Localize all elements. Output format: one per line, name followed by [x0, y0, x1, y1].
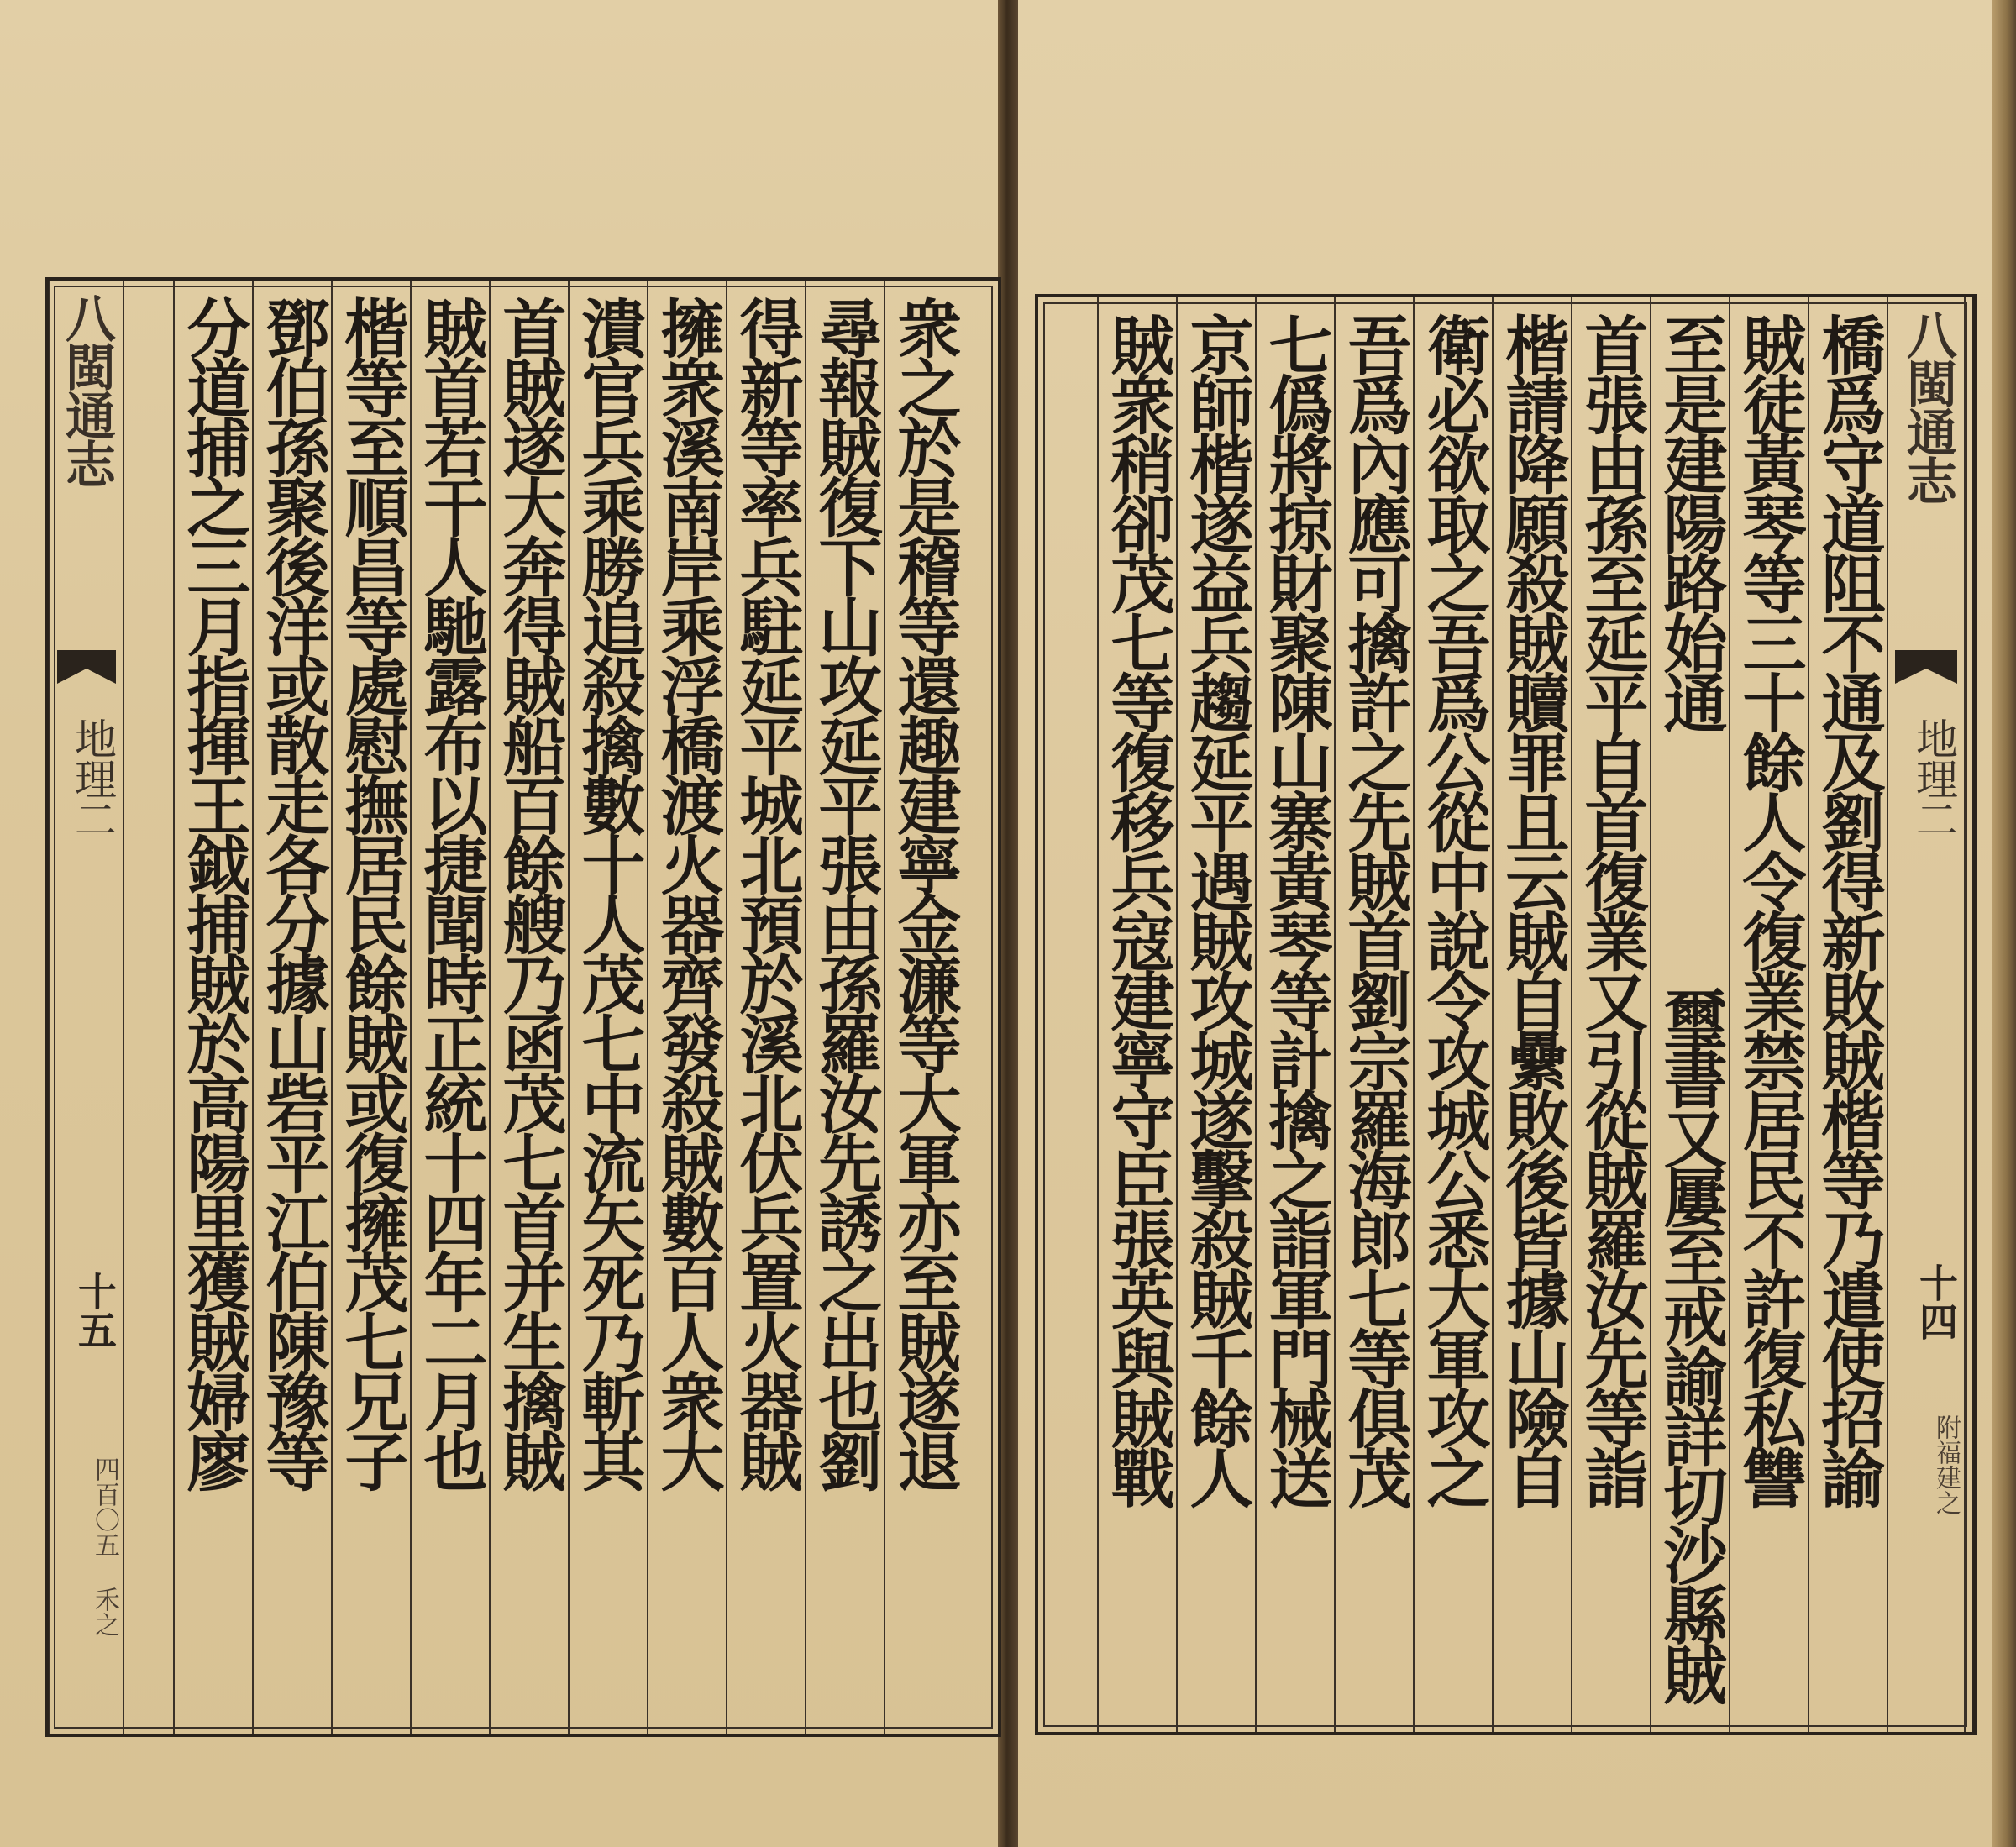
left-column-7	[410, 281, 489, 1734]
right-column-7-text: 吾爲內應可擒許之先賊首劉宗羅海郎七等俱茂	[1337, 312, 1412, 1505]
right-column-4	[1571, 297, 1650, 1732]
right-text-block	[1035, 294, 1977, 1735]
right-column-9	[1176, 297, 1255, 1732]
left-column-2	[805, 281, 884, 1734]
left-column-6	[489, 281, 568, 1734]
left-heart-folio: 十五	[72, 1272, 118, 1349]
right-heart-section: 地理二	[1909, 717, 1958, 838]
left-column-8	[331, 281, 410, 1734]
right-column-6-text: 衛必欲取之吾爲公從中說令攻城公悉大軍攻之	[1416, 312, 1491, 1505]
left-heart-column	[49, 281, 124, 1734]
right-column-3	[1650, 297, 1729, 1732]
right-column-8	[1255, 297, 1334, 1732]
right-column-5	[1492, 297, 1571, 1732]
left-column-2-text: 尋報賊復下山攻延平張由孫羅汝先誘之出也劉	[808, 296, 883, 1488]
left-column-10-text: 分道捕之三月指揮王鉞捕賊於高陽里獲賊婦廖	[176, 296, 251, 1488]
left-column-1-text: 衆之於是稽等還趣建寧金濂等大軍亦至賊遂退	[887, 296, 962, 1488]
left-column-7-text: 賊首若干人馳露布以捷聞時正統十四年二月也	[413, 296, 488, 1488]
right-heart-title: 八閩通志	[1898, 309, 1957, 504]
right-column-10	[1097, 297, 1176, 1732]
left-column-10	[173, 281, 252, 1734]
left-column-1	[884, 281, 963, 1734]
right-column-2	[1729, 297, 1808, 1732]
right-heart-column	[1887, 297, 1966, 1732]
left-fish-tail-mark	[57, 650, 116, 684]
left-column-3-text: 得新等率兵駐延平城北預於溪北伏兵置火器賊	[729, 296, 804, 1488]
right-column-5-text: 楷請降願殺賊贖罪且云賊自纍敗後皆據山險自	[1495, 312, 1570, 1505]
left-column-4-text: 擁衆溪南岸乘浮橋渡火器齊發殺賊數百人衆大	[650, 296, 725, 1488]
left-column-9-text: 鄧伯孫聚後洋或散走各分據山砦平江伯陳豫等	[255, 296, 330, 1488]
left-column-5	[568, 281, 647, 1734]
right-column-8-text: 七僞將掠財聚陳山寨黃琴等計擒之詣軍門械送	[1258, 312, 1333, 1505]
left-heart-note: 四百〇五 禾之	[90, 1456, 119, 1637]
right-column-9-text: 京師楷遂益兵趨延平遇賊攻城遂擊殺賊千餘人	[1179, 312, 1254, 1505]
right-column-3-edict-note: 璽書又屢至戒諭詳切沙縣賊	[1653, 986, 1728, 1702]
right-fish-tail-mark	[1895, 650, 1957, 684]
left-column-4	[647, 281, 726, 1734]
left-column-3	[726, 281, 805, 1734]
right-column-1	[1808, 297, 1887, 1732]
right-column-3-text: 至是建陽路始通	[1653, 312, 1728, 730]
left-text-block	[45, 277, 1001, 1737]
left-column-5-text: 潰官兵乘勝追殺擒數十人茂七中流矢死乃斬其	[571, 296, 646, 1488]
left-heart-section: 地理二	[68, 717, 117, 838]
left-column-6-text: 首賊遂大奔得賊船百餘艘乃函茂七首并生擒賊	[492, 296, 567, 1488]
left-column-9	[252, 281, 331, 1734]
right-column-1-text: 橋爲守道阻不通及劉得新敗賊楷等乃遣使招諭	[1811, 312, 1886, 1505]
right-column-6	[1413, 297, 1492, 1732]
right-heart-folio: 十四	[1914, 1263, 1959, 1341]
left-heart-title: 八閩通志	[57, 292, 116, 487]
left-column-8-text: 楷等至順昌等處慰撫居民餘賊或復擁茂七兄子	[334, 296, 409, 1488]
right-column-2-text: 賊徒黃琴等三十餘人令復業禁居民不許復私讐	[1732, 312, 1807, 1505]
right-column-10-text: 賊衆稍卻茂七等復移兵寇建寧守臣張英與賊戰	[1100, 312, 1175, 1505]
page-edge	[1992, 0, 2016, 1847]
right-heart-note: 附福建之	[1931, 1414, 1961, 1515]
right-column-7	[1334, 297, 1413, 1732]
right-column-4-text: 首張由孫至延平自首復業又引從賊羅汝先等詣	[1574, 312, 1649, 1505]
